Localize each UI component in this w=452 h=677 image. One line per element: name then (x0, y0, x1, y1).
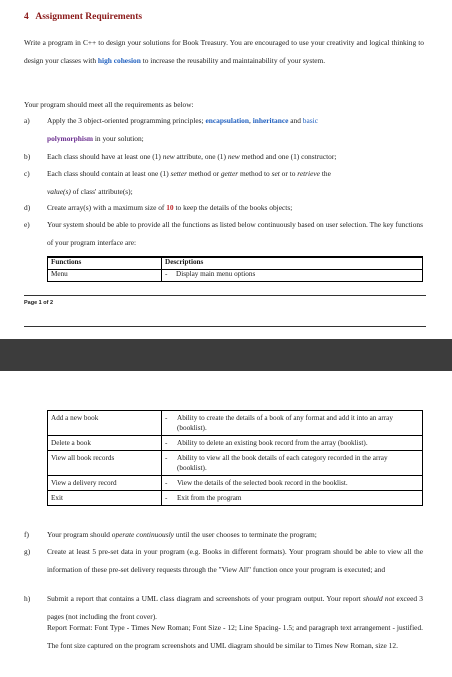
req-b-text: Each class should have at least one (1) new attribute, one (1) new method and one (1) constructor; (47, 152, 337, 161)
intro-highlight: high cohesion (97, 56, 141, 65)
function-add-book: Add a new book (48, 411, 162, 436)
keyword-polymorphism: polymorphism (47, 134, 93, 143)
req-b-marker: b) (24, 152, 31, 161)
max-size-value: 10 (166, 203, 174, 212)
report-format-text: Report Format: Font Type - Times New Roman; Font Size - 12; Line Spacing- 1.5; and paragraph text arrangement - justified. The font size captured on the program screenshots and UML diagram should be similar to Times New Roman, size 12. (47, 623, 423, 650)
req-a-text: Apply the 3 object-oriented programming principles; encapsulation, inheritance and basic polymorphism in your solution; (47, 116, 318, 143)
description-view-delivery: - View the details of the selected book record in the booklist. (162, 476, 423, 491)
description-menu: - Display main menu options (162, 270, 423, 282)
description-exit: - Exit from the program (162, 491, 423, 506)
section-heading (24, 12, 142, 22)
col-descriptions-header: Descriptions (162, 257, 423, 270)
page-label: Page 1 of 2 (24, 300, 54, 306)
section-title: Assignment Requirements (35, 12, 143, 22)
req-a-marker: a) (24, 116, 30, 125)
requirements-intro: Your program should meet all the requirements as below: (24, 100, 194, 109)
req-g-marker: g) (24, 547, 31, 556)
keyword-inheritance: inheritance (252, 116, 289, 125)
function-view-delivery: View a delivery record (48, 476, 162, 491)
intro-text-end: to increase the reusability and maintainability of your system. (140, 56, 326, 65)
page-bottom-line (24, 326, 426, 327)
req-h-marker: h) (24, 594, 31, 603)
req-h-text: Submit a report that contains a UML class diagram and screenshots of your program output. Your report should not exceed 3 pages (not including the front cover). (47, 594, 423, 621)
description-view-all: - Ability to view all the book details of each category recorded in the array (booklist). (162, 451, 423, 476)
col-functions-header: Functions (48, 257, 162, 270)
req-e-marker: e) (24, 220, 30, 229)
description-delete-book: - Ability to delete an existing book record from the array (booklist). (162, 436, 423, 451)
functions-table-continued (47, 410, 423, 506)
req-c-text: Each class should contain at least one (1) setter method or getter method to set or to retrieve the value(s) of class' attribute(s); (47, 169, 331, 196)
req-f-text: Your program should operate continuously until the user chooses to terminate the program; (47, 530, 317, 539)
function-delete-book: Delete a book (48, 436, 162, 451)
req-g-text: Create at least 5 pre-set data in your program (e.g. Books in different formats). Your program should be able to view all the information of these pre-set delivery requests through the "View All" function once your program is executed; and (47, 547, 423, 574)
intro-paragraph (24, 34, 424, 70)
footer-divider (24, 295, 426, 296)
req-d-text: Create array(s) with a maximum size of 10 to keep the details of the books objects; (47, 203, 293, 212)
function-view-all: View all book records (48, 451, 162, 476)
req-d-marker: d) (24, 203, 31, 212)
req-f-marker: f) (24, 530, 29, 539)
function-exit: Exit (48, 491, 162, 506)
req-e-text: Your system should be able to provide all the functions as listed below continuously based on user selection. The key functions of your program interface are: (47, 220, 423, 247)
functions-table-header (47, 256, 423, 282)
keyword-encapsulation: encapsulation (205, 116, 249, 125)
description-add-book: - Ability to create the details of a book of any format and add it into an array (booklist). (162, 411, 423, 436)
function-menu: Menu (48, 270, 162, 282)
intro-text: Write a program in C++ to design your solutions for Book Treasury. You are encouraged to use your creativity and logical thinking to design your classes with (24, 38, 424, 65)
page-separator (0, 339, 452, 371)
req-c-marker: c) (24, 169, 30, 178)
keyword-basic: basic (302, 116, 318, 125)
section-number: 4 (24, 12, 29, 22)
